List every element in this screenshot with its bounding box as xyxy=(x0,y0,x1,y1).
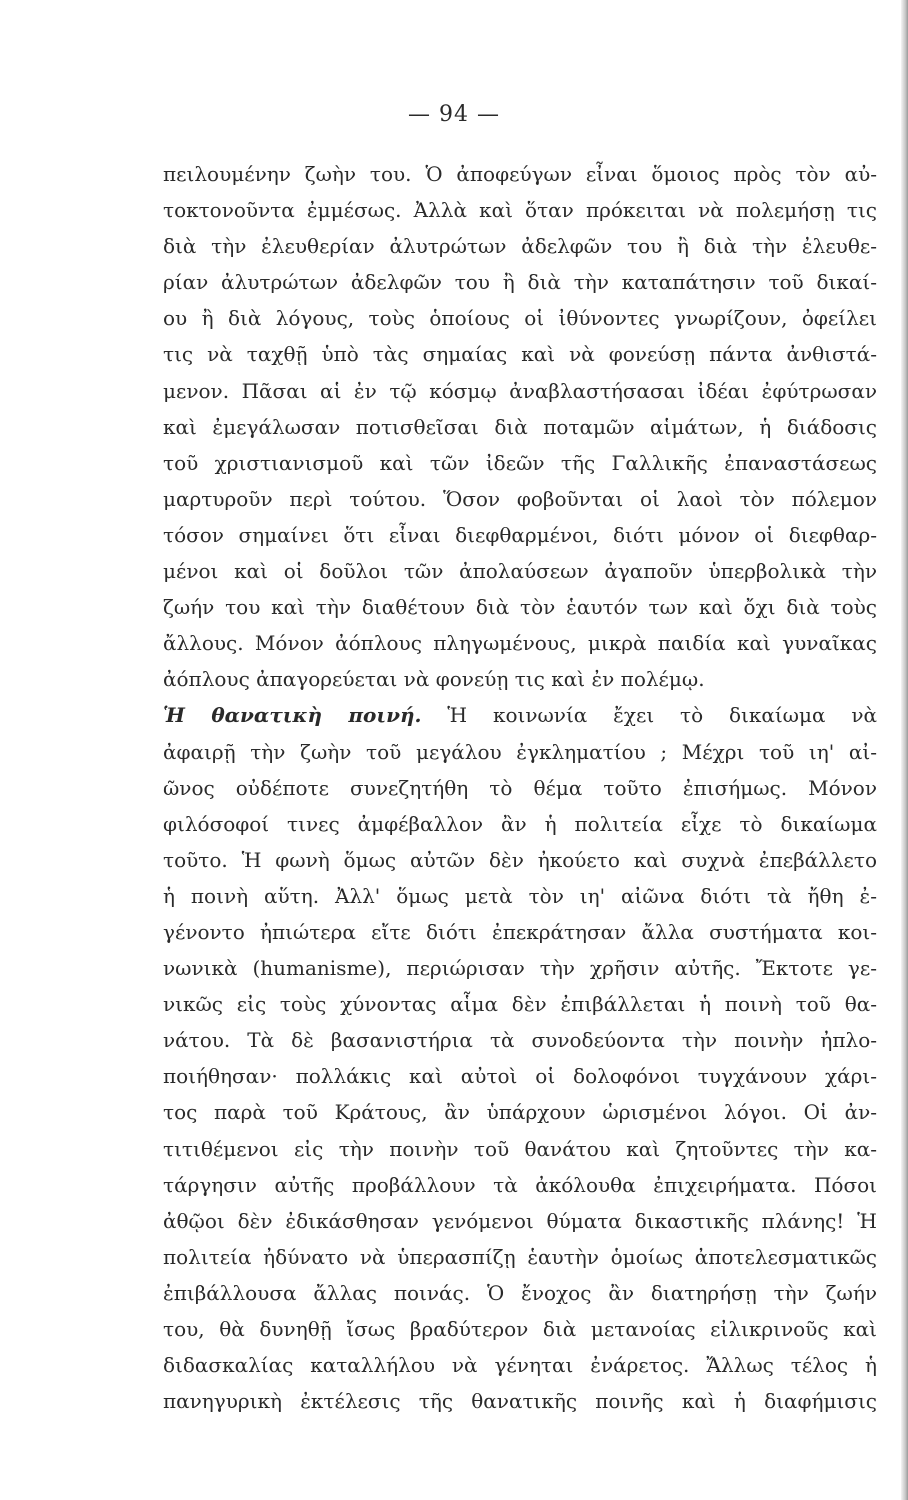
text-line: ἐπιβάλλουσα ἄλλας ποινάς. Ὁ ἔνοχος ἂν διατηρήσῃ τὴν ζωήν xyxy=(163,1280,877,1305)
text-line: πολιτεία ἠδύνατο νὰ ὑπερασπίζῃ ἑαυτὴν ὁμοίως ἀποτελεσματικῶς xyxy=(163,1244,877,1269)
text-line: τις νὰ ταχθῇ ὑπὸ τὰς σημαίας καὶ νὰ φονεύσῃ πάντα ἀνθιστά- xyxy=(163,342,877,367)
text-line: νικῶς εἰς τοὺς χύνοντας αἷμα δὲν ἐπιβάλλεται ἡ ποινὴ τοῦ θα- xyxy=(163,992,877,1017)
text-line: διὰ τὴν ἐλευθερίαν ἀλυτρώτων ἀδελφῶν του ἢ διὰ τὴν ἐλευθε- xyxy=(163,234,877,259)
page-edge-shadow xyxy=(901,0,908,1500)
text-line: πανηγυρικὴ ἐκτέλεσις τῆς θανατικῆς ποινῆς καὶ ἡ διαφήμισις xyxy=(163,1389,877,1414)
text-line: του, θὰ δυνηθῇ ἴσως βραδύτερον διὰ μετανοίας εἰλικρινοῦς καὶ xyxy=(163,1317,877,1341)
text-line: μαρτυροῦν περὶ τούτου. Ὅσον φοβοῦνται οἱ λαοὶ τὸν πόλεμον xyxy=(163,486,877,511)
text-line: Ἡ κοινωνία ἔχει τὸ δικαίωμα νὰ xyxy=(447,703,877,728)
text-line: ποιήθησαν· πολλάκις καὶ αὐτοὶ οἱ δολοφόνοι τυγχάνουν χάρι- xyxy=(163,1064,877,1089)
body-text xyxy=(163,156,877,1419)
text-line: μένοι καὶ οἱ δοῦλοι τῶν ἀπολαύσεων ἀγαποῦν ὑπερβολικὰ τὴν xyxy=(163,559,877,584)
text-line: ἄλλους. Μόνον ἀόπλους πληγωμένους, μικρὰ παιδία καὶ γυναῖκας xyxy=(163,631,877,656)
text-line: πειλουμένην ζωὴν του. Ὁ ἀποφεύγων εἶναι ὅμοιος πρὸς τὸν αὐ- xyxy=(163,162,877,186)
page-number: — 94 — xyxy=(408,102,500,127)
text-line: γένοντο ἠπιώτερα εἴτε διότι ἐπεκράτησαν ἄλλα συστήματα κοι- xyxy=(163,919,877,944)
text-line: νωνικὰ (humanisme), περιώρισαν τὴν χρῆσιν αὐτῆς. Ἔκτοτε γε- xyxy=(163,956,877,981)
text-line: τόσον σημαίνει ὅτι εἶναι διεφθαρμένοι, διότι μόνον οἱ διεφθαρ- xyxy=(163,522,877,547)
text-line: ἀθῷοι δὲν ἐδικάσθησαν γενόμενοι θύματα δικαστικῆς πλάνης! Ἡ xyxy=(163,1208,877,1233)
text-line: τοῦτο. Ἡ φωνὴ ὅμως αὐτῶν δὲν ἠκούετο καὶ συχνὰ ἐπεβάλλετο xyxy=(163,847,877,872)
text-line: ῶνος οὐδέποτε συνεζητήθη τὸ θέμα τοῦτο ἐπισήμως. Μόνον xyxy=(163,775,877,800)
text-line: διδασκαλίας καταλλήλου νὰ γένηται ἐνάρετος. Ἄλλως τέλος ἡ xyxy=(163,1353,877,1378)
section-heading: Ἡ θανατικὴ ποινή. xyxy=(163,703,422,728)
text-line: ἀφαιρῇ τὴν ζωὴν τοῦ μεγάλου ἐγκληματίου ; Μέχρι τοῦ ιη' αἰ- xyxy=(163,739,877,764)
text-line: φιλόσοφοί τινες ἀμφέβαλλον ἂν ἡ πολιτεία εἶχε τὸ δικαίωμα xyxy=(163,811,877,836)
text-line: ρίαν ἀλυτρώτων ἀδελφῶν του ἢ διὰ τὴν καταπάτησιν τοῦ δικαί- xyxy=(163,270,877,295)
text-line: τος παρὰ τοῦ Κράτους, ἂν ὑπάρχουν ὡρισμένοι λόγοι. Οἱ ἀν- xyxy=(163,1100,877,1125)
section-heading-line xyxy=(163,697,877,733)
text-line: καὶ ἐμεγάλωσαν ποτισθεῖσαι διὰ ποταμῶν αἱμάτων, ἡ διάδοσις xyxy=(163,414,877,439)
text-line: ζωήν του καὶ τὴν διαθέτουν διὰ τὸν ἑαυτόν των καὶ ὄχι διὰ τοὺς xyxy=(163,595,877,620)
text-line: τοῦ χριστιανισμοῦ καὶ τῶν ἰδεῶν τῆς Γαλλικῆς ἐπαναστάσεως xyxy=(163,450,877,475)
text-line: τοκτονοῦντα ἐμμέσως. Ἀλλὰ καὶ ὅταν πρόκειται νὰ πολεμήσῃ τις xyxy=(163,198,877,223)
text-line: ἀόπλους ἀπαγορεύεται νὰ φονεύῃ τις καὶ ἐν πολέμῳ. xyxy=(163,667,705,692)
text-line: ἡ ποινὴ αὕτη. Ἀλλ' ὅμως μετὰ τὸν ιη' αἰῶνα διότι τὰ ἤθη ἐ- xyxy=(163,883,877,908)
text-line: ου ἢ διὰ λόγους, τοὺς ὁποίους οἱ ἰθύνοντες γνωρίζουν, ὀφείλει xyxy=(163,306,877,331)
text-line: μενον. Πᾶσαι αἱ ἐν τῷ κόσμῳ ἀναβλαστήσασαι ἰδέαι ἐφύτρωσαν xyxy=(163,378,877,403)
text-line: τάργησιν αὐτῆς προβάλλουν τὰ ἀκόλουθα ἐπιχειρήματα. Πόσοι xyxy=(163,1172,877,1197)
text-line: τιτιθέμενοι εἰς τὴν ποινὴν τοῦ θανάτου καὶ ζητοῦντες τὴν κα- xyxy=(163,1136,877,1161)
text-line: νάτου. Τὰ δὲ βασανιστήρια τὰ συνοδεύοντα τὴν ποινὴν ἠπλο- xyxy=(163,1028,877,1053)
